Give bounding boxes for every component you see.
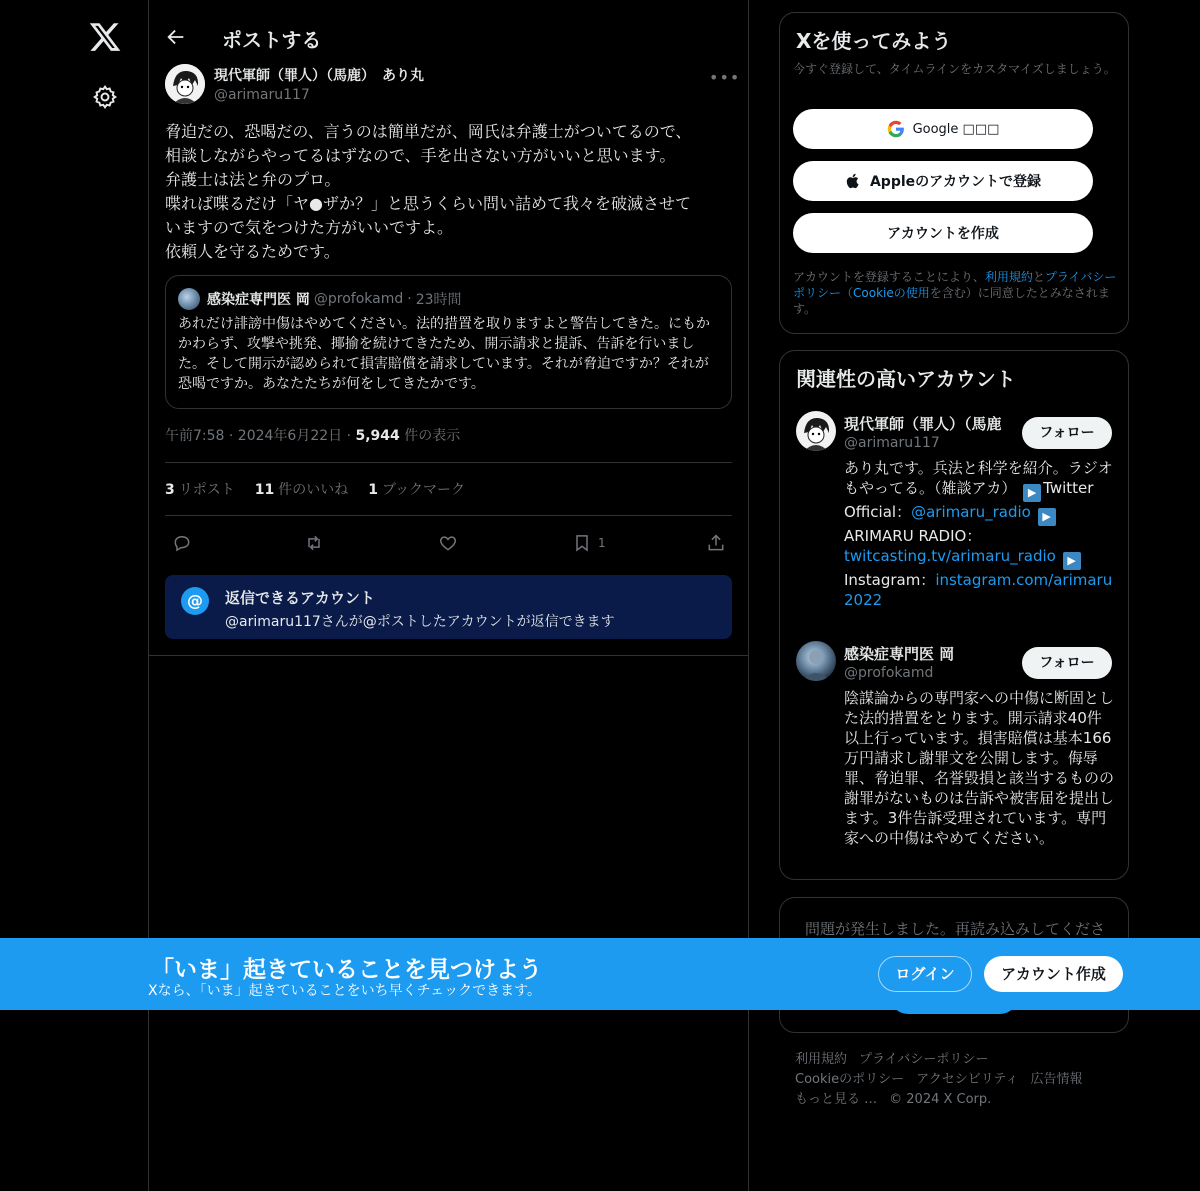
quote-separator: · (407, 291, 412, 307)
signup-subtitle: 今すぐ登録して、タイムラインをカスタマイズしましょう。 (793, 62, 1116, 76)
account-bio (844, 458, 1114, 610)
quote-text: あれだけ誹謗中傷はやめてください。法的措置を取りますよと警告してきた。にもかかわらず、攻撃や挑発、揶揄を続けてきたため、開示請求と提訴、告訴を行いました。そして開示が認められて損害賠償を請求しています。それが脅迫ですか？それが恐喝ですか。あなたたちが何をしてきたかです。 (178, 316, 710, 392)
footer-ads-link[interactable]: 広告情報 (1030, 1072, 1083, 1087)
post-stats (165, 479, 465, 499)
login-button[interactable]: ログイン (878, 956, 972, 992)
quoted-post[interactable] (165, 275, 732, 409)
quote-author-handle: @profokamd (313, 291, 404, 307)
likes-count: 11 (254, 482, 275, 498)
likes-stat[interactable] (255, 479, 348, 499)
post-meta (165, 425, 460, 445)
play-button-emoji-icon: ▶ (1023, 484, 1041, 502)
quote-avatar (178, 288, 200, 310)
reply-restriction-title: 返信できるアカウント (225, 589, 375, 607)
bookmarks-label: ブックマーク (381, 482, 466, 498)
post-timestamp[interactable]: 午前7:58 · 2024年6月22日 · (165, 428, 356, 444)
related-account[interactable] (796, 641, 1114, 871)
more-options-icon[interactable]: ••• (709, 68, 741, 87)
divider (165, 462, 732, 463)
signup-terms (793, 269, 1119, 317)
bio-link[interactable]: @arimaru_radio (911, 503, 1031, 521)
terms-text: と (1032, 270, 1045, 284)
settings-gear-icon[interactable] (92, 84, 118, 110)
account-handle: @arimaru117 (844, 435, 940, 451)
terms-text: を含む）に同意したとみなされます。 (793, 286, 1110, 316)
reposts-label: リポスト (178, 482, 235, 498)
share-button[interactable] (699, 526, 733, 560)
bio-text: あり丸です。兵法と科学を紹介。ラジオもやってる。（雑談アカ） (844, 459, 1113, 497)
create-account-label: アカウントを作成 (887, 226, 999, 242)
repost-button[interactable] (297, 526, 331, 560)
share-icon (706, 533, 726, 553)
reply-restriction-subtitle: @arimaru117さんが@ポストしたアカウントが返信できます (225, 614, 615, 630)
reposts-count: 3 (165, 482, 175, 498)
terms-text: アカウントを登録することにより、 (793, 270, 985, 284)
follow-button[interactable]: フォロー (1022, 647, 1112, 679)
bio-link[interactable]: twitcasting.tv/arimaru_radio (844, 547, 1056, 565)
author-avatar[interactable] (165, 64, 205, 104)
views-label: 件の表示 (399, 428, 461, 444)
reply-restriction-notice[interactable] (165, 575, 732, 639)
footer-terms-link[interactable]: 利用規約 (795, 1052, 848, 1067)
bio-link[interactable]: instagram.com/arimaru2022 (844, 571, 1113, 609)
google-signup-button[interactable] (793, 109, 1093, 149)
back-arrow-icon[interactable] (165, 26, 187, 48)
quote-header (178, 288, 719, 310)
apple-signup-button[interactable] (793, 161, 1093, 201)
account-name[interactable]: 現代軍師（罪人）（馬鹿 (844, 415, 1002, 433)
divider (165, 515, 732, 516)
footer (795, 1050, 1115, 1110)
like-button[interactable] (431, 526, 465, 560)
account-handle: @profokamd (844, 665, 934, 681)
banner-subtitle: Xなら、「いま」起きていることをいち早くチェックできます。 (148, 983, 542, 999)
related-title: 関連性の高いアカウント (796, 367, 1016, 391)
cookie-link[interactable]: Cookieの使用 (853, 286, 930, 300)
create-account-button[interactable] (793, 213, 1093, 253)
footer-more-link[interactable]: もっと見る … (795, 1092, 878, 1107)
bookmarks-count: 1 (368, 482, 378, 498)
account-avatar[interactable] (796, 411, 836, 451)
footer-privacy-link[interactable]: プライバシーポリシー (859, 1052, 989, 1067)
page-title: ポストする (222, 28, 322, 52)
top-bar (149, 0, 748, 74)
signup-card (779, 12, 1129, 334)
footer-copyright: © 2024 X Corp. (889, 1092, 992, 1107)
likes-label: 件のいいね (278, 482, 349, 498)
terms-text: （ (841, 286, 854, 300)
related-accounts-card (779, 350, 1129, 880)
author-name[interactable]: 現代軍師（罪人）（馬鹿） あり丸 (214, 68, 424, 84)
terms-link[interactable]: 利用規約 (984, 270, 1033, 284)
left-nav (0, 0, 149, 1191)
signup-title: Xを使ってみよう (796, 29, 952, 53)
reply-button[interactable] (165, 526, 199, 560)
main-column (149, 0, 749, 1191)
account-bio: 陰謀論からの専門家への中傷に断固とした法的措置をとります。開示請求40件以上行っています。損害賠償は基本166万円請求し謝罪文を公開します。侮辱罪、脅迫罪、名誉毀損と該当するものの謝罪がないものは告訴や被害届を提出します。3件告訴受理されています。専門家への中傷はやめてください。 (844, 689, 1115, 847)
error-message: 問題が発生しました。再読み込みしてくださ (805, 920, 1105, 938)
banner-title: 「いま」起きていることを見つけよう (151, 957, 542, 983)
google-signup-label: Google □□□ (912, 121, 1000, 137)
post-text: 脅迫だの、恐喝だの、言うのは簡単だが、岡氏は弁護士がついてるので、 相談しながらやってるはずなので、手を出さない方がいいと思います。 弁護士は法と弁のプロ。 喋れば喋るだけ「ヤ●ザか？」と思うくらい問い詰めて我々を破滅させて いますので気をつけた方がいいですよ。 依頼人を守るためです。 (165, 122, 692, 261)
play-button-emoji-icon: ▶ (1063, 552, 1081, 570)
x-logo-icon[interactable] (88, 20, 122, 54)
apple-icon (845, 172, 862, 190)
repost-icon (304, 533, 324, 553)
google-icon (887, 120, 905, 138)
author-handle[interactable]: @arimaru117 (214, 87, 310, 103)
related-account[interactable] (796, 411, 1114, 621)
post-actions (165, 526, 732, 560)
reposts-stat[interactable] (165, 479, 235, 499)
account-name[interactable]: 感染症専門医 岡 (844, 645, 955, 663)
bookmark-action-count: 1 (598, 536, 606, 550)
quote-author-name: 感染症専門医 岡 (207, 292, 310, 308)
views-count: 5,944 (355, 428, 400, 444)
signup-banner (0, 938, 1200, 1010)
reply-icon (172, 533, 192, 553)
bookmark-button[interactable] (565, 526, 599, 560)
signup-button[interactable]: アカウント作成 (984, 956, 1123, 992)
bio-text: Twitter Official： (844, 479, 1094, 521)
footer-accessibility-link[interactable]: アクセシビリティ (916, 1072, 1019, 1087)
quote-time: 23時間 (415, 292, 462, 308)
play-button-emoji-icon: ▶ (1038, 508, 1056, 526)
bio-text: Instagram： (844, 571, 936, 589)
bookmark-icon (572, 533, 592, 553)
post-author-row (165, 64, 741, 112)
bookmarks-stat[interactable] (368, 479, 465, 499)
apple-signup-label: Appleのアカウントで登録 (869, 174, 1042, 190)
bio-text: ARIMARU RADIO： (844, 527, 982, 545)
account-avatar[interactable] (796, 641, 836, 681)
divider (149, 655, 749, 656)
follow-button[interactable]: フォロー (1022, 417, 1112, 449)
footer-cookie-link[interactable]: Cookieのポリシー (795, 1072, 905, 1087)
privacy-link[interactable]: プライバシーポリシー (793, 270, 1117, 300)
at-sign-icon: @ (181, 587, 209, 615)
heart-icon (438, 533, 458, 553)
